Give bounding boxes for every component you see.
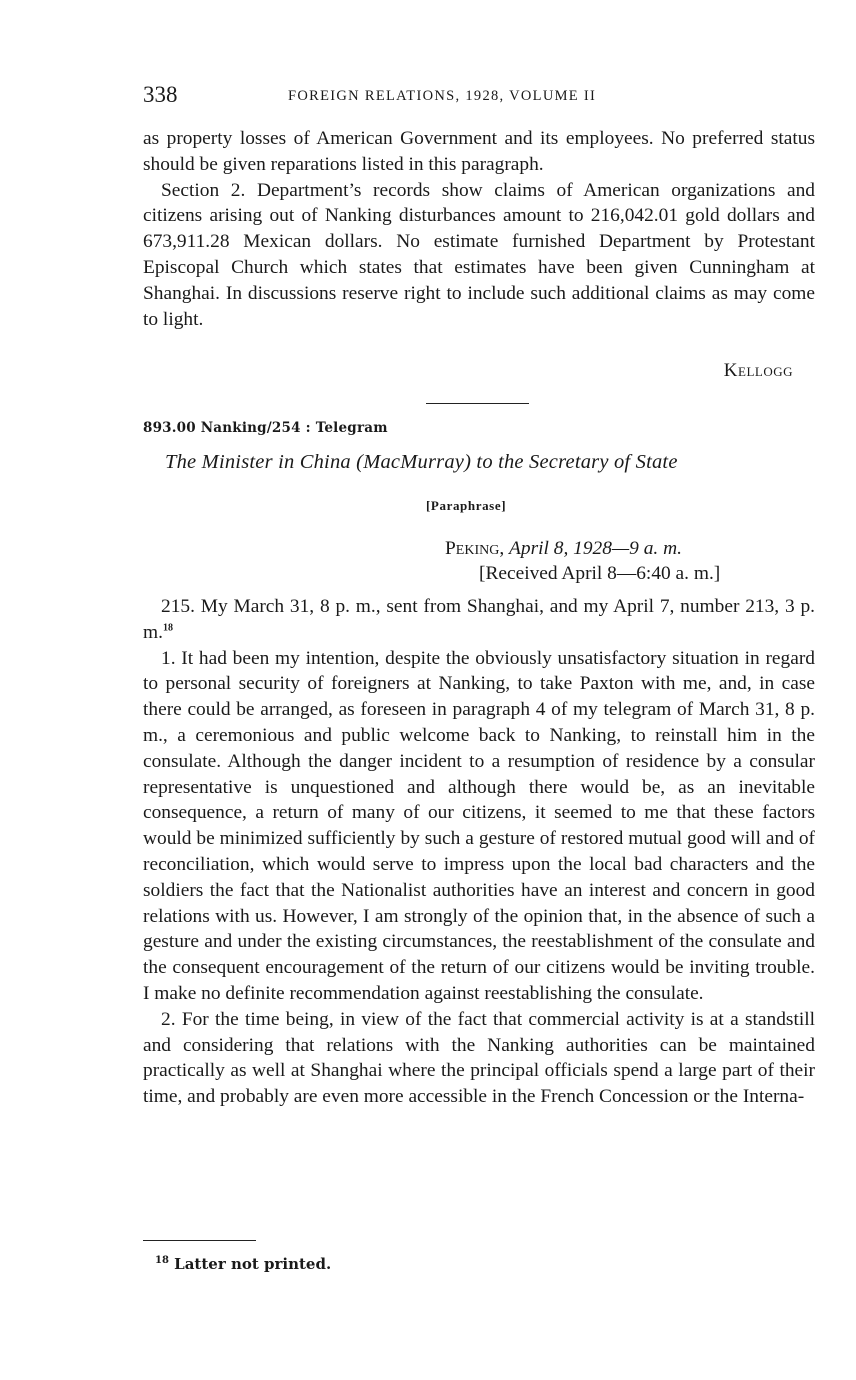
paragraph-continued: as property losses of American Government and its employees. No preferred status should be given reparations listed in this paragraph. bbox=[143, 128, 815, 175]
paraphrase-note: [Paraphrase] bbox=[426, 498, 507, 513]
paragraph-1: 1. It had been my intention, despite the obviously unsatisfactory situation in regard to personal security of foreigners at Nanking, to take Paxton with me, and, in case there could be arranged, as foreseen in paragraph 4 of my telegram of March 31, 8 p. m., a ceremonious and public welcome back to Nanking, to reinstall him in the consulate. Although the danger incident to a resumption of residence by a consular representative is unquestioned and although there would be, as an inevitable consequence, a return of many of our citizens, it seemed to me that these factors would be minimized sufficiently by such a gesture of restored mutual good will and of reconciliation, which would serve to impress upon the local bad characters and the soldiers the fact that the Nationalist authorities have an interest and concern in good relations with us. However, I am strongly of the opinion that, in the absence of such a gesture and under the existing circumstances, the reestablishment of the consulate and the consequent encouragement of the return of our citizens would be inviting trouble. I make no definite recommendation against reestablishing the consulate. bbox=[143, 647, 815, 1004]
paragraph-intro bbox=[143, 594, 815, 646]
footnote-divider bbox=[143, 1240, 256, 1241]
footnote bbox=[155, 1255, 331, 1273]
page-header bbox=[143, 82, 815, 112]
footnote-mark: 18 bbox=[155, 1255, 169, 1266]
dateline-date: April 8, 1928—9 a. m. bbox=[509, 538, 682, 559]
received-note: [Received April 8—6:40 a. m.] bbox=[479, 563, 721, 584]
paragraph-section-2: Section 2. Department’s records show claims of American organizations and citizens arising out of Nanking disturbances amount to 216,042.01 gold dollars and 673,911.28 Mexican dollars. No estimate furnished Department by Protestant Episcopal Church which states that estimates have been given Cunningham at Shanghai. In discussions reserve right to include such additional claims as may come to light. bbox=[143, 179, 815, 330]
paragraph-2: 2. For the time being, in view of the fact that commercial activity is at a standstill and considering that relations with the Nanking authorities can be maintained practically as well at Shanghai where the principal officials spend a large part of their time, and probably are even more accessible in the French Concession or the Interna- bbox=[143, 1008, 815, 1108]
running-head: FOREIGN RELATIONS, 1928, VOLUME II bbox=[288, 88, 597, 104]
dateline bbox=[445, 538, 682, 560]
footnote-text: Latter not printed. bbox=[174, 1255, 332, 1273]
signature-kellogg: Kellogg bbox=[723, 360, 793, 381]
document-title: The Minister in China (MacMurray) to the Secretary of State bbox=[165, 451, 678, 473]
dateline-place: Peking, bbox=[445, 538, 505, 559]
continued-text bbox=[143, 126, 815, 332]
telegram-body bbox=[143, 594, 815, 1110]
file-reference: 893.00 Nanking/254 : Telegram bbox=[143, 420, 388, 436]
page-number: 338 bbox=[143, 82, 178, 107]
section-divider bbox=[426, 403, 529, 404]
intro-text: 215. My March 31, 8 p. m., sent from Shanghai, and my April 7, number 213, 3 p. m. bbox=[143, 596, 815, 643]
footnote-ref: 18 bbox=[162, 622, 173, 634]
